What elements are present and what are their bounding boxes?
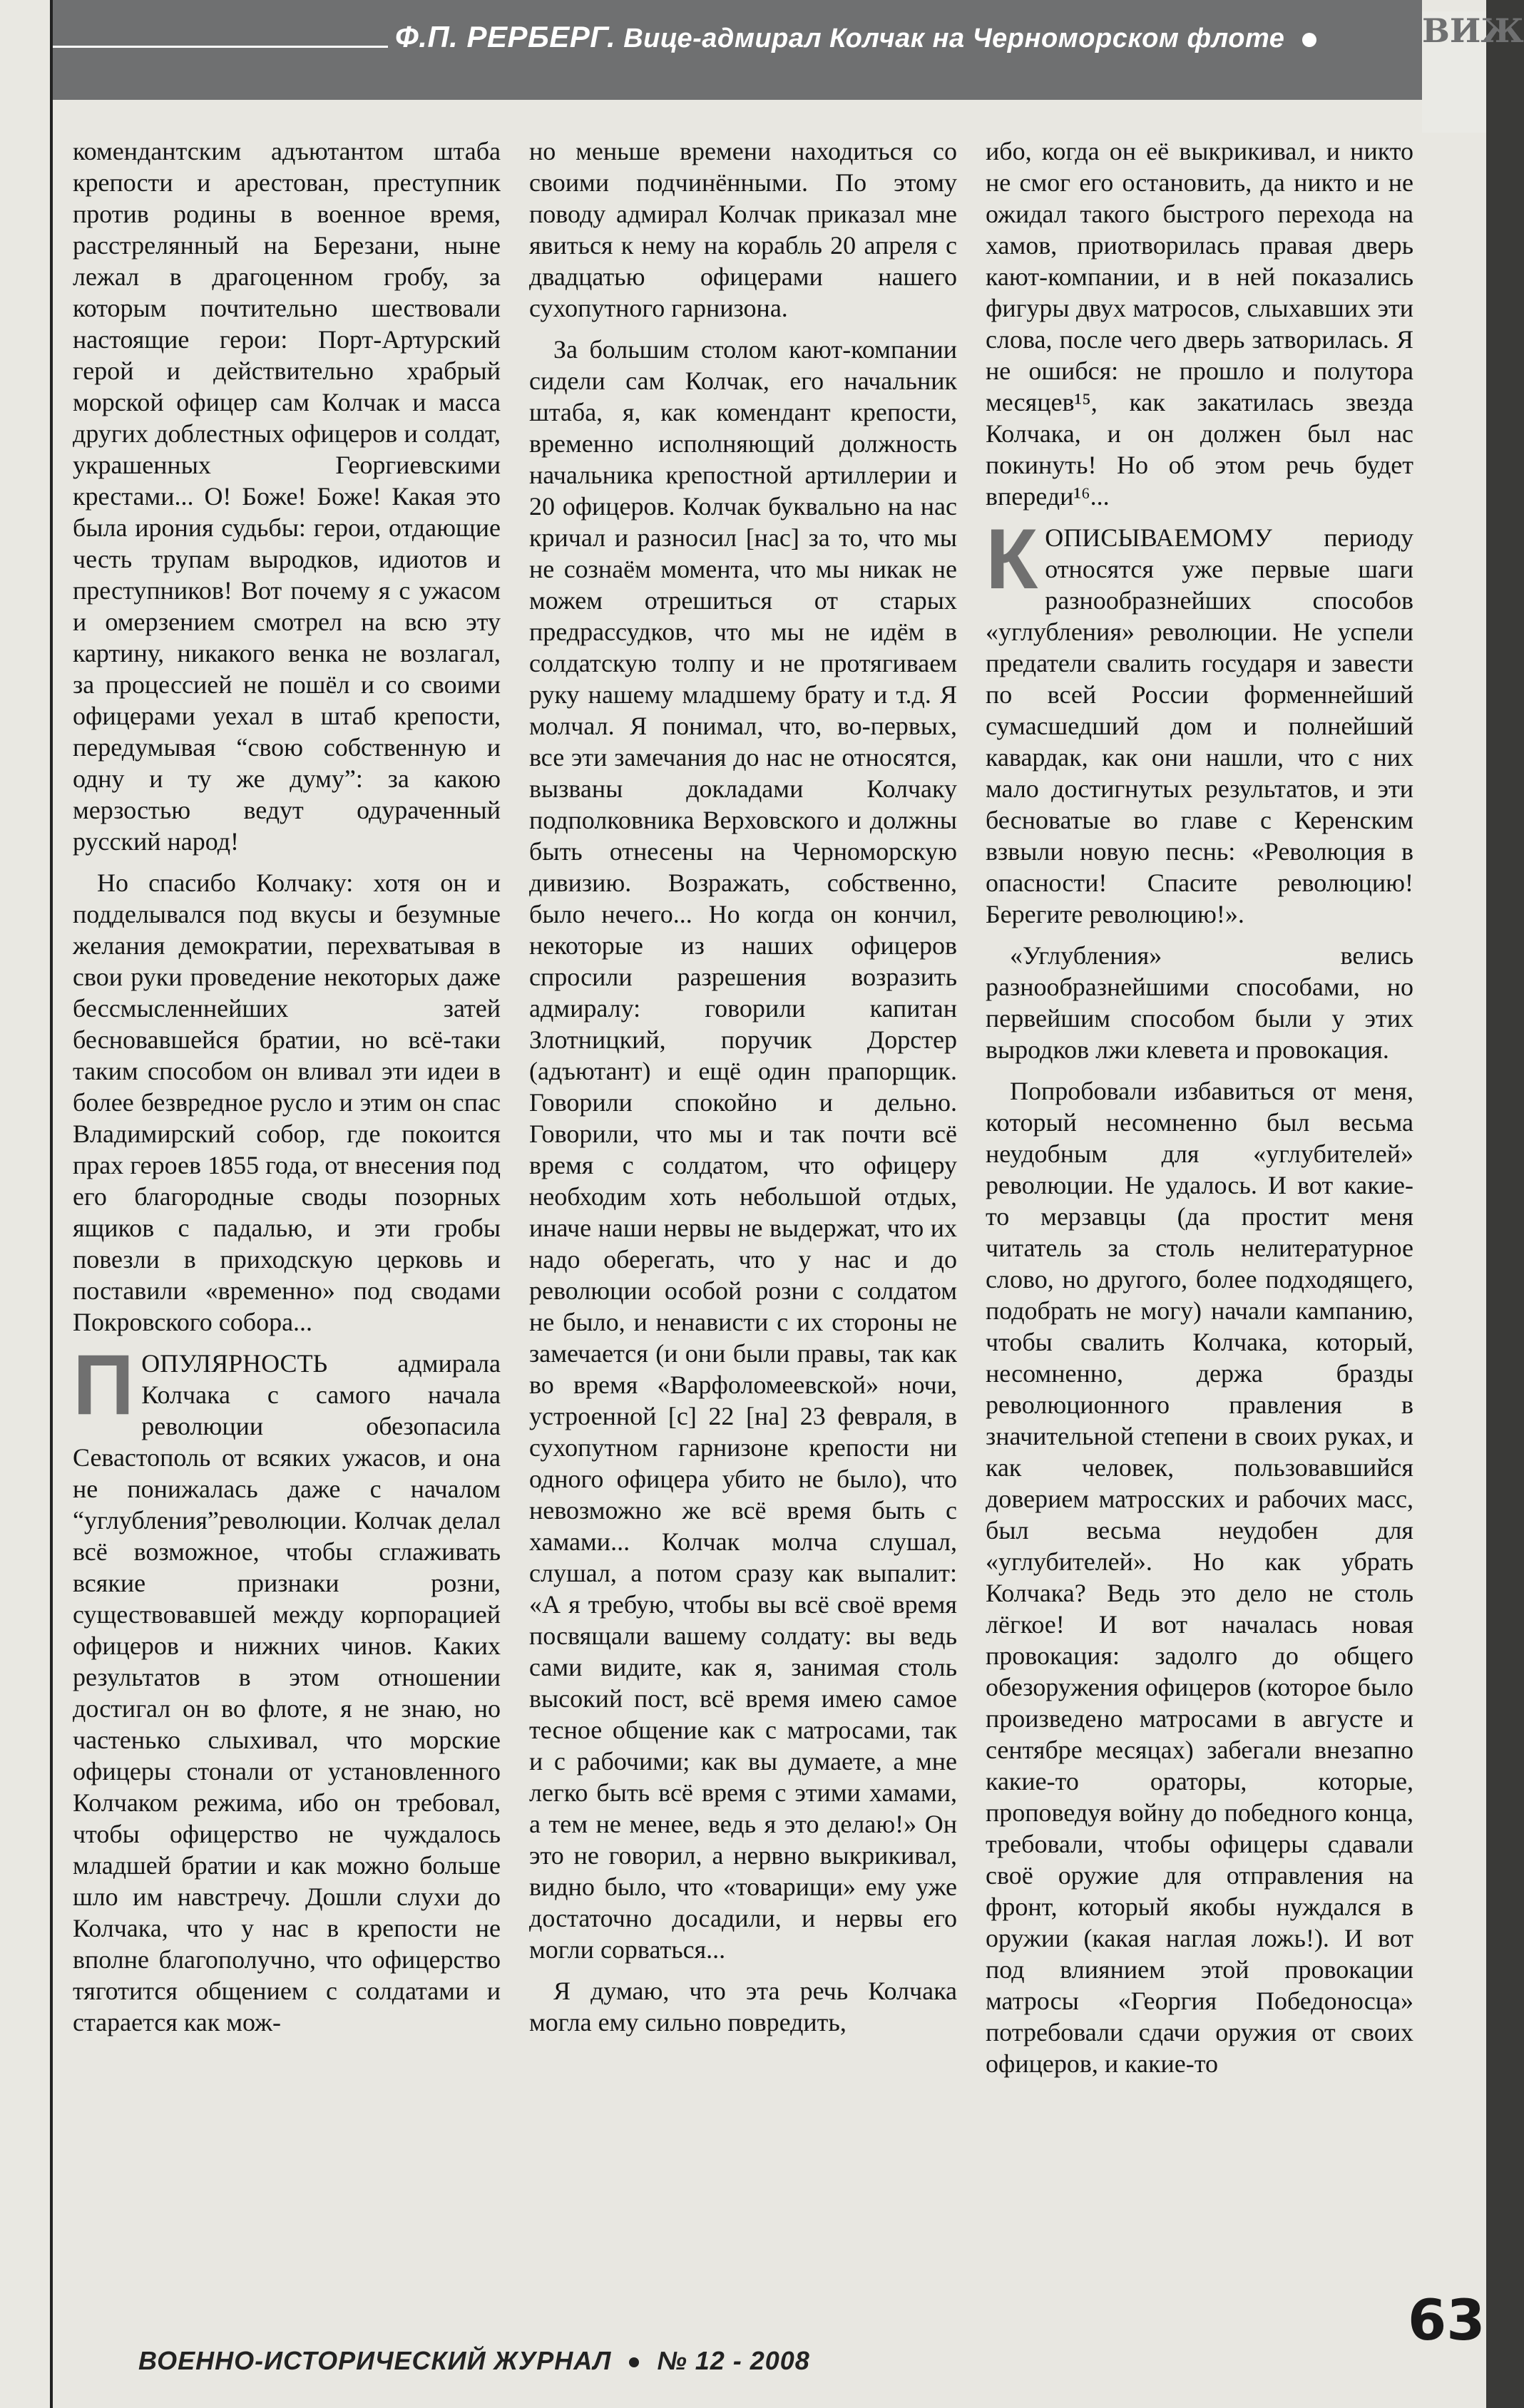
drop-cap: К (986, 511, 1038, 607)
text-column-1 (73, 135, 501, 2048)
paragraph-with-dropcap (73, 1337, 501, 2038)
paragraph: За большим столом кают-компании сидели сам Колчак, его начальник штаба, я, как комендант крепости, временно исполняющий должность начальника крепостной артиллерии и 20 офицеров. Колчак буквально на нас кричал и разносил [нас] за то, что мы не сознаём момента, что мы никак не можем отрешиться от старых предрассудков, что мы не идём в солдатскую толпу и не протягиваем руку нашему младшему брату и т.д. Я молчал. Я понимал, что, во-первых, все эти замечания до нас не относятся, вызваны докладами Колчаку подполковника Верховского и должны быть отнесены на Черноморскую дивизию. Возражать, собственно, было нечего... Но когда он кончил, некоторые из наших офицеров спросили разрешения возразить адмиралу: говорили капитан Злотницкий, поручик Дорстер (адъютант) и ещё один прапорщик. Говорили спокойно и дельно. Говорили, что мы и так почти всё время с солдатом, что офицеру необходим хоть небольшой отдых, иначе наши нервы не выдержат, что их надо оберегать, что у нас и до революции особой розни с солдатом не было, и ненависти с их стороны не замечается (и они были правы, так как во время «Варфоломеевской» ночи, устроенной [с] 22 [на] 23 февраля, в сухопутном гарнизоне крепости ни одного офицера убито не было), что невозможно же всё время быть с хамами... Колчак молча слушал, слушал, а потом сразу как выпалит: «А я требую, чтобы вы всё своё время посвящали вашему солдату: вы ведь сами видите, как я, занимая столь высокий пост, всё время имею самое тесное общение как с матросами, так и с рабочими; как вы думаете, а мне легко быть всё время с этими хамами, а тем не менее, ведь я это делаю!» Он это не говорил, а нервно выкрикивал, видно было, что «товарищи» ему уже достаточно досадили, и нервы его могли сорваться... (529, 335, 957, 1964)
paragraph: ибо, когда он её выкрикивал, и никто не смог его остановить, да никто и не ожидал такого быстрого перехода на хамов, приотворилась правая дверь кают-компании, и в ней показались фигуры двух матросов, слыхавших эти слова, после чего дверь затворилась. Я не ошибся: не прошло и полутора месяцев¹⁵, как закатилась звезда Колчака, и он должен был нас покинуть! Но об этом речь будет впереди¹⁶... (986, 137, 1413, 511)
drop-cap: П (73, 1337, 135, 1433)
paragraph: Но спасибо Колчаку: хотя он и подделывался под вкусы и безумные желания демократии, перехватывая в свои руки проведение некоторых даже бессмысленнейших затей бесновавшейся братии, но всё-таки таким способом он вливал эти идеи в более безвредное русло и этим он спас Владимирский собор, где покоится прах героев 1855 года, от внесения под его благородные своды позорных ящиков с падалью, и эти гробы повезли в приходскую церковь и поставили «временно» под сводами Покровского собора... (73, 869, 501, 1336)
paragraph-text: периоду относятся уже первые шаги разнообразнейших способов «углубления» революции. Не успели предатели свалить государя и завести по всей России форменнейший сумасшедший дом и полнейший кавардак, как они нашли, что с них мало достигнутых результатов, и эти бесноватые во главе с Керенским взвыли новую песнь: «Революция в опасности! Спасите революцию! Берегите революцию!». (986, 523, 1413, 928)
header-title: Вице-адмирал Колчак на Черноморском флоте (623, 24, 1285, 53)
header-rule (53, 46, 388, 48)
paragraph: но меньше времени находиться со своими подчинёнными. По этому поводу адмирал Колчак приказал мне явиться к нему на корабль 20 апреля с двадцатью офицерами нашего сухопутного гарнизона. (529, 137, 957, 322)
page-footer (138, 2346, 810, 2376)
footer-journal: ВОЕННО-ИСТОРИЧЕСКИЙ ЖУРНАЛ (138, 2346, 612, 2375)
lead-word: ОПУЛЯРНОСТЬ (141, 1349, 328, 1378)
adjacent-page-edge (0, 0, 53, 2408)
paragraph-text: адмирала Колчака с самого начала революции обезопасила Севастополь от всяких ужасов, и она не понижалась даже с началом “углубления”революции. Колчак делал всё возможное, чтобы сглаживать всякие признаки розни, существовавшей между корпорацией офицеров и нижних чинов. Каких результатов в этом отношении достигал он во флоте, я не знаю, но частенько слыхивал, что морские офицеры стонали от установленного Колчаком режима, ибо он требовал, чтобы офицерство не чуждалось младшей братии и как можно больше шло им навстречу. Дошли слухи до Колчака, что у нас в крепости не вполне благополучно, что офицерство тяготится общением с солдатами и старается как мож- (73, 1349, 501, 2036)
header-author: Ф.П. РЕРБЕРГ. (395, 20, 616, 53)
paragraph: «Углубления» велись разнообразнейшими способами, но первейшим способом были у этих выродков лжи клевета и провокация. (986, 941, 1413, 1064)
footer-bullet (629, 2357, 639, 2367)
paragraph: Попробовали избавиться от меня, который несомненно был весьма неудобным для «углубителей» революции. Не удалось. И вот какие-то мерзавцы (да простит меня читатель за столь нелитературное слово, но другого, более подходящего, подобрать не могу) начали кампанию, чтобы свалить Колчака, который, несомненно, держа бразды революционного правления в значительной степени в своих руках, и как человек, пользовавшийся доверием матросских и рабочих масс, был весьма неудобен для «углубителей». Но как убрать Колчака? Ведь это дело не столь лёгкое! И вот началась новая провокация: задолго до общего обезоружения офицеров (которое было произведено матросами в августе и сентябре месяцах) забегали внезапно какие-то ораторы, которые, проповедуя войну до победного конца, требовали, чтобы офицеры сдавали своё оружие для отправления на фронт, который якобы нуждался в оружии (какая наглая ложь!). И вот под влиянием этой провокации матросы «Георгия Победоносца» потребовали сдачи оружия от своих офицеров, и какие-то (986, 1077, 1413, 2078)
paragraph-with-dropcap (986, 511, 1413, 930)
paragraph: комендантским адъютантом штаба крепости и арестован, преступник против родины в военное время, расстрелянный на Березани, ныне лежал в драгоценном гробу, за которым почтительно шествовали настоящие герои: Порт-Артурский герой и действительно храбрый морской офицер сам Колчак и масса других доблестных офицеров и солдат, украшенных Георгиевскими крестами... О! Боже! Боже! Какая это была ирония судьбы: герои, отдающие честь трупам выродков, идиотов и преступников! Вот почему я с ужасом и омерзением смотрел на всю эту картину, никакого венка не возлагал, за процессией не пошёл и со своими офицерами уехал в штаб крепости, передумывая “свою собственную и одну и ту же думу”: за какою мерзостью ведут одураченный русский народ! (73, 137, 501, 856)
footer-issue: № 12 - 2008 (657, 2346, 810, 2375)
text-column-2 (529, 135, 957, 2048)
header-bullet (1302, 33, 1316, 47)
text-column-3 (986, 135, 1413, 2089)
page-number: 63 (1408, 2289, 1485, 2353)
lead-word: ОПИСЫВАЕМОМУ (1045, 523, 1272, 552)
running-header (53, 0, 1422, 100)
magazine-page (53, 0, 1524, 2408)
paragraph: Я думаю, что эта речь Колчака могла ему сильно повредить, (529, 1977, 957, 2036)
journal-logo: ВИЖ (1422, 11, 1486, 133)
header-text (395, 20, 1316, 54)
